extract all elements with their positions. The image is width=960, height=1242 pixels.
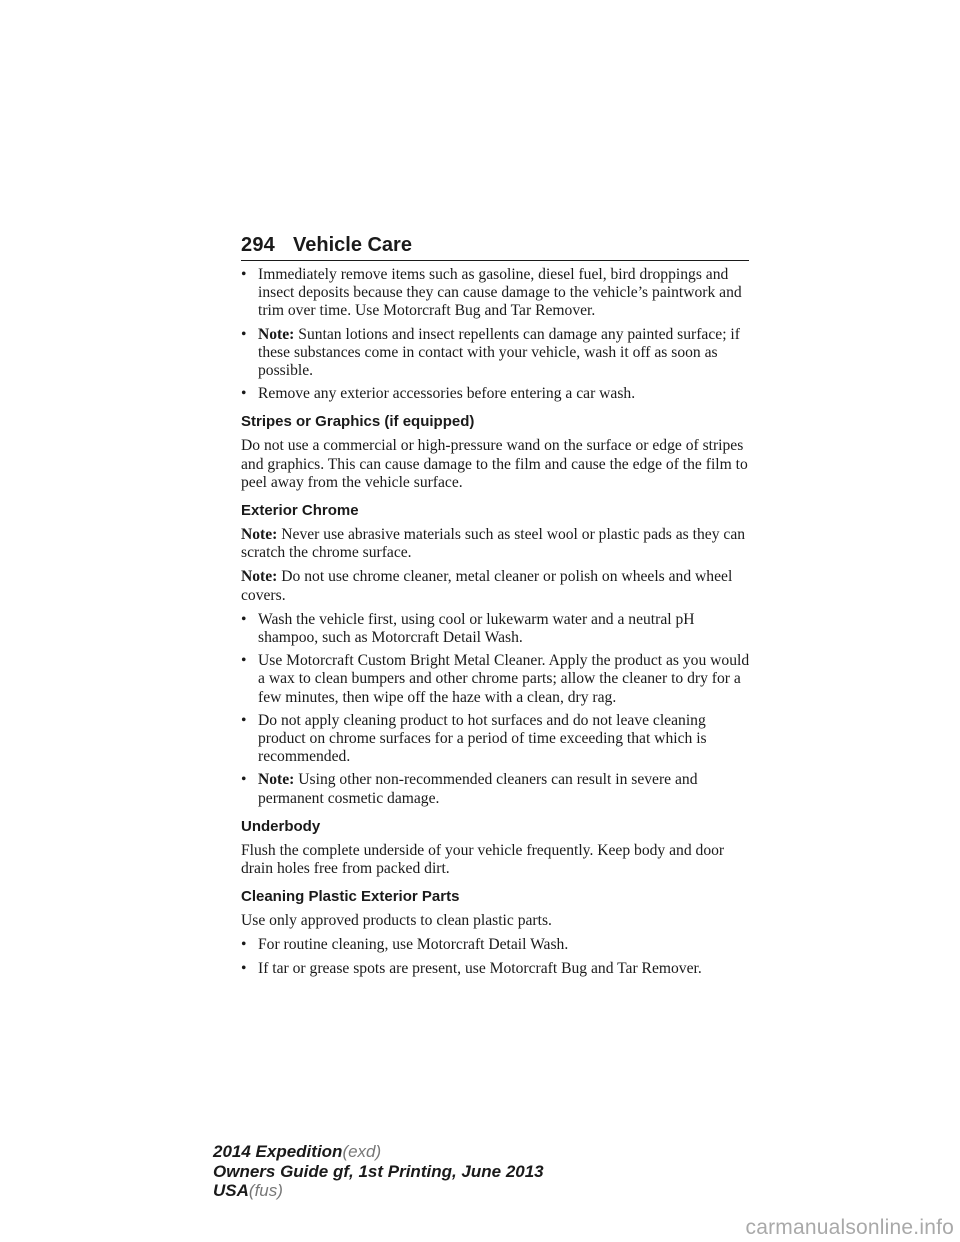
plastic-bullet-list [241, 936, 751, 977]
note-text: Do not use chrome cleaner, metal cleaner or polish on wheels and wheel covers. [241, 568, 733, 604]
page-header [241, 230, 749, 261]
page-content [241, 266, 751, 983]
bullet-icon: • [241, 936, 247, 954]
section-title: Vehicle Care [293, 234, 412, 256]
bullet-text: Use Motorcraft Custom Bright Metal Cleaner. Apply the product as you would a wax to clean bumpers and other chrome parts; allow the cleaner to dry for a few minutes, then wipe off the haze with a clean, dry rag. [258, 652, 750, 706]
footer-line-1 [213, 1142, 544, 1162]
underbody-heading: Underbody [241, 817, 321, 835]
chrome-note-2 [241, 568, 751, 604]
note-label: Note: [241, 526, 278, 544]
list-item [241, 936, 751, 954]
plastic-paragraph: Use only approved products to clean plastic parts. [241, 912, 552, 930]
footer-market: USA [213, 1181, 249, 1200]
bullet-icon: • [241, 325, 247, 343]
site-watermark: carmanualsonline.info [745, 1216, 954, 1239]
bullet-text: Remove any exterior accessories before entering a car wash. [258, 385, 636, 403]
list-item [241, 266, 751, 321]
footer-model: 2014 Expedition [213, 1142, 343, 1161]
note-label: Note: [241, 568, 278, 586]
bullet-icon: • [241, 266, 247, 283]
bullet-icon: • [241, 385, 247, 403]
list-item [241, 385, 751, 403]
plastic-heading: Cleaning Plastic Exterior Parts [241, 888, 460, 906]
stripes-paragraph: Do not use a commercial or high-pressure wand on the surface or edge of stripes and graphics. This can cause damage to the film and cause the edge of the film to peel away from the vehicle surface. [241, 437, 748, 491]
list-item [241, 611, 751, 647]
bullet-text: Immediately remove items such as gasoline, diesel fuel, bird droppings and insect deposits because they can cause damage to the vehicle’s paintwork and trim over time. Use Motorcraft Bug and Tar Remover. [258, 266, 742, 320]
underbody-paragraph: Flush the complete underside of your vehicle frequently. Keep body and door drain holes free from packed dirt. [241, 841, 725, 878]
bullet-text: Suntan lotions and insect repellents can damage any painted surface; if these substances come in contact with your vehicle, wash it off as soon as possible. [258, 325, 740, 380]
bullet-text: Using other non-recommended cleaners can result in severe and permanent cosmetic damage. [258, 771, 698, 807]
stripes-heading: Stripes or Graphics (if equipped) [241, 413, 475, 431]
note-label: Note: [258, 771, 295, 789]
list-item [241, 326, 751, 381]
list-item [241, 712, 751, 767]
list-item [241, 960, 751, 978]
bullet-text: Wash the vehicle first, using cool or lukewarm water and a neutral pH shampoo, such as Motorcraft Detail Wash. [258, 610, 695, 647]
bullet-icon: • [241, 610, 247, 628]
footer-printing: Owners Guide gf, 1st Printing, June 2013 [213, 1161, 544, 1181]
note-label: Note: [258, 325, 295, 343]
chrome-note-1 [241, 526, 751, 562]
footer-line-3 [213, 1181, 544, 1201]
bullet-text: For routine cleaning, use Motorcraft Detail Wash. [258, 936, 569, 954]
bullet-icon: • [241, 959, 247, 977]
page-number: 294 [241, 234, 275, 256]
print-footer [213, 1142, 544, 1201]
bullet-icon: • [241, 652, 247, 670]
footer-market-code: (fus) [248, 1181, 283, 1200]
bullet-text: If tar or grease spots are present, use Motorcraft Bug and Tar Remover. [258, 959, 702, 977]
note-text: Never use abrasive materials such as steel wool or plastic pads as they can scratch the chrome surface. [241, 526, 746, 562]
chrome-bullet-list [241, 611, 751, 808]
bullet-icon: • [241, 771, 247, 789]
intro-bullet-list [241, 266, 751, 403]
chrome-heading: Exterior Chrome [241, 502, 359, 520]
footer-line-2 [213, 1162, 544, 1182]
list-item [241, 652, 751, 707]
list-item [241, 771, 751, 807]
footer-model-code: (exd) [342, 1142, 382, 1161]
bullet-icon: • [241, 711, 247, 729]
bullet-text: Do not apply cleaning product to hot surfaces and do not leave cleaning product on chrome surfaces for a period of time exceeding that which is recommended. [258, 711, 707, 766]
